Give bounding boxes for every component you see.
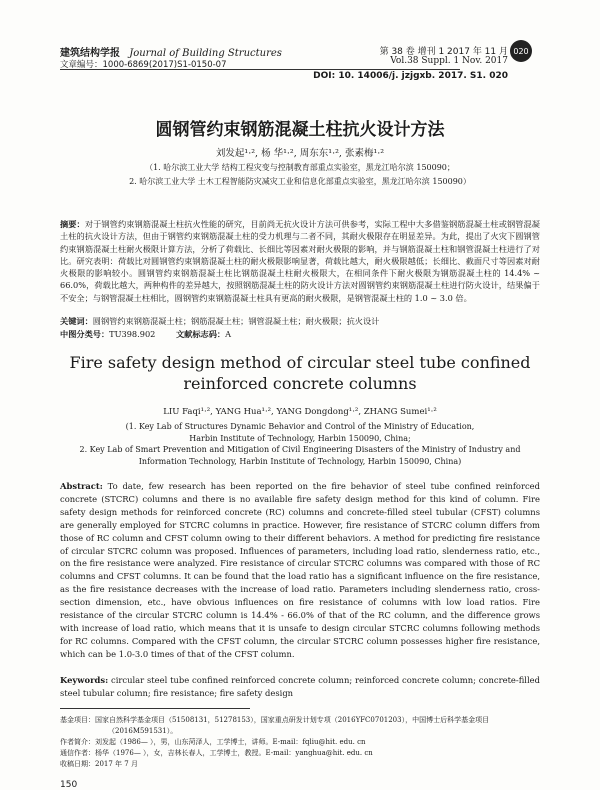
authors-cn: 刘发起¹·², 杨 华¹·², 周东东¹·², 张素梅¹·² (215, 148, 385, 159)
received-label: 收稿日期： (60, 760, 95, 768)
keywords-label-en: Keywords: (60, 675, 109, 685)
corr-text: 杨华（1976— ），女，吉林长春人，工学博士，教授。E-mail：yanghua@hit. edu. cn (95, 749, 373, 757)
keywords-label-cn: 关键词： (60, 316, 93, 326)
doc-code-value: A (225, 329, 232, 339)
header-rule (60, 69, 460, 70)
footnote-author (60, 737, 550, 748)
keywords-cn (60, 316, 540, 327)
affiliation-cn-1: （1. 哈尔滨工业大学 结构工程灾变与控制教育部重点实验室，黑龙江哈尔滨 150090； (145, 163, 455, 172)
doc-code-label: 文献标志码： (175, 329, 226, 339)
doi: DOI: 10. 14006/j. jzjgxb. 2017. S1. 020 (313, 71, 508, 81)
footnote-fund-cont: （2016M591531）。 (108, 727, 178, 735)
volume-en: Vol.38 Suppl. 1 Nov. 2017 (390, 56, 508, 66)
volume-cn: 第 38 卷 增刊 1 2017 年 11 月 (379, 47, 508, 57)
abstract-cn (60, 218, 540, 304)
received-text: 2017 年 7 月 (95, 760, 138, 768)
affiliation-en-2a: 2. Key Lab of Smart Prevention and Mitigation of Civil Engineering Disasters of the Ministry of Industry and (79, 445, 521, 455)
paper-title-en-line1: Fire safety design method of circular steel tube confined (69, 353, 531, 372)
author1-text: 刘发起（1986— ），男，山东菏泽人，工学博士，讲师。E-mail：fqliu@hit. edu. cn (95, 738, 366, 746)
page-number: 150 (60, 780, 78, 790)
paper-title-en-line2: reinforced concrete columns (183, 374, 417, 393)
journal-title (60, 44, 282, 59)
affiliation-en-1a: (1. Key Lab of Structures Dynamic Behavior and Control of the Ministry of Education, (125, 422, 475, 431)
abstract-label-en: Abstract: (60, 481, 103, 491)
authors-en: LIU Faqi¹·², YANG Hua¹·², YANG Dongdong¹·², ZHANG Sumei¹·² (163, 407, 437, 417)
paper-title-en (0, 352, 600, 394)
fund-label: 基金项目： (60, 716, 95, 724)
footnote-rule (60, 708, 250, 709)
abstract-label-cn: 摘要： (60, 219, 85, 229)
keywords-en (60, 674, 540, 700)
footnote-corresponding (60, 748, 550, 759)
affiliation-cn-2: 2. 哈尔滨工业大学 土木工程智能防灾减灾工业和信息化部重点实验室，黑龙江哈尔滨 150090） (129, 177, 471, 186)
footnote-received (60, 759, 550, 770)
footnote-fund (60, 715, 550, 726)
page-badge: 020 (510, 40, 532, 62)
clc-value: TU398.902 (109, 329, 156, 339)
affiliation-en-2b: Information Technology, Harbin Institute of Technology, Harbin 150090, China) (138, 456, 462, 466)
clc-label: 中图分类号： (60, 329, 110, 339)
affiliation-en-1b: Harbin Institute of Technology, Harbin 150090, China; (189, 433, 411, 443)
abstract-text-en: To date, few research has been reported on the fire behavior of steel tube confined reinforced concrete (STCRC) columns and there is no available fire safety design method for this kind of column. Fire safety design methods for reinforced concrete (RC) columns and concrete-filled steel tubular (CFST) columns are generally employed for STCRC columns in practice. However, fire resistance of STCRC column differs from those of RC column and CFST column owing to their different behaviors. A method for predicting fire resistance of circular STCRC column was proposed. Influences of parameters, including load ratio, slenderness ratio, etc., on the fire resistance were analyzed. Fire resistance of circular STCRC columns was compared with those of RC columns and CFST columns. It can be found that the load ratio has a significant influence on the fire resistance, as the fire resistance decreases with the increase of load ratio. Parameters including slenderness ratio, cross-section dimension, etc., have obvious influences on fire resistance of columns with low load ratios. Fire resistance of the circular STCRC column is 14.4% - 66.0% of that of the RC column, and the difference grows with increase of load ratio, which means that it is unsafe to design circular STCRC columns following methods for RC columns. Compared with the CFST column, the circular STCRC column possesses higher fire resistance, which can be 1.0-3.0 times of that of the CFST column. (60, 481, 540, 659)
corr-label: 通信作者： (60, 749, 95, 757)
article-number: 文章编号：1000-6869(2017)S1-0150-07 (60, 60, 227, 70)
affiliations-en (60, 421, 540, 467)
keywords-text-cn: 圆钢管约束钢筋混凝土柱；钢筋混凝土柱；钢管混凝土柱；耐火极限；抗火设计 (92, 316, 380, 326)
fund-text-1: 国家自然科学基金项目（51508131，51278153），国家重点研发计划专项（2016YFC0701203），中国博士后科学基金项目 (95, 716, 490, 724)
footnotes (60, 715, 550, 770)
abstract-text-cn: 对于钢管约束钢筋混凝土柱抗火性能的研究，目前尚无抗火设计方法可供参考，实际工程中大多借鉴钢筋混凝土柱或钢管混凝土柱的抗火设计方法，但由于钢管约束钢筋混凝土柱的受力机理与二者不同，其耐火极限存在明显差异。为此，提出了火灾下圆钢管约束钢筋混凝土柱耐火极限计算方法，分析了荷载比、长细比等因素对耐火极限的影响，并与钢筋混凝土柱和钢管混凝土柱进行了对比。研究表明：荷载比对圆钢管约束钢筋混凝土柱的耐火极限影响显著，荷载比越大，耐火极限越低；长细比、截面尺寸等因素对耐火极限的影响较小。圆钢管约束钢筋混凝土柱比钢筋混凝土柱耐火极限大，在相同条件下耐火极限为钢筋混凝土柱的 14.4% ~ 66.0%，荷载比越大，两种构件的差异越大，按照钢筋混凝土柱的防火设计方法对圆钢管约束钢筋混凝土柱进行防火设计，结果偏于不安全；与钢管混凝土柱相比，圆钢管约束钢筋混凝土柱具有更高的耐火极限，是钢管混凝土柱的 1.0 ~ 3.0 倍。 (60, 219, 540, 303)
paper-title-cn: 圆钢管约束钢筋混凝土柱抗火设计方法 (155, 120, 445, 140)
abstract-en (60, 480, 540, 661)
author1-label: 作者简介： (60, 738, 95, 746)
journal-title-en: Journal of Building Structures (129, 48, 282, 59)
keywords-text-en: circular steel tube confined reinforced concrete column; reinforced concrete column; concrete-filled steel tubular column; fire resistance; fire safety design (60, 675, 540, 698)
journal-title-cn: 建筑结构学报 (60, 48, 120, 59)
classification-line (60, 329, 540, 340)
